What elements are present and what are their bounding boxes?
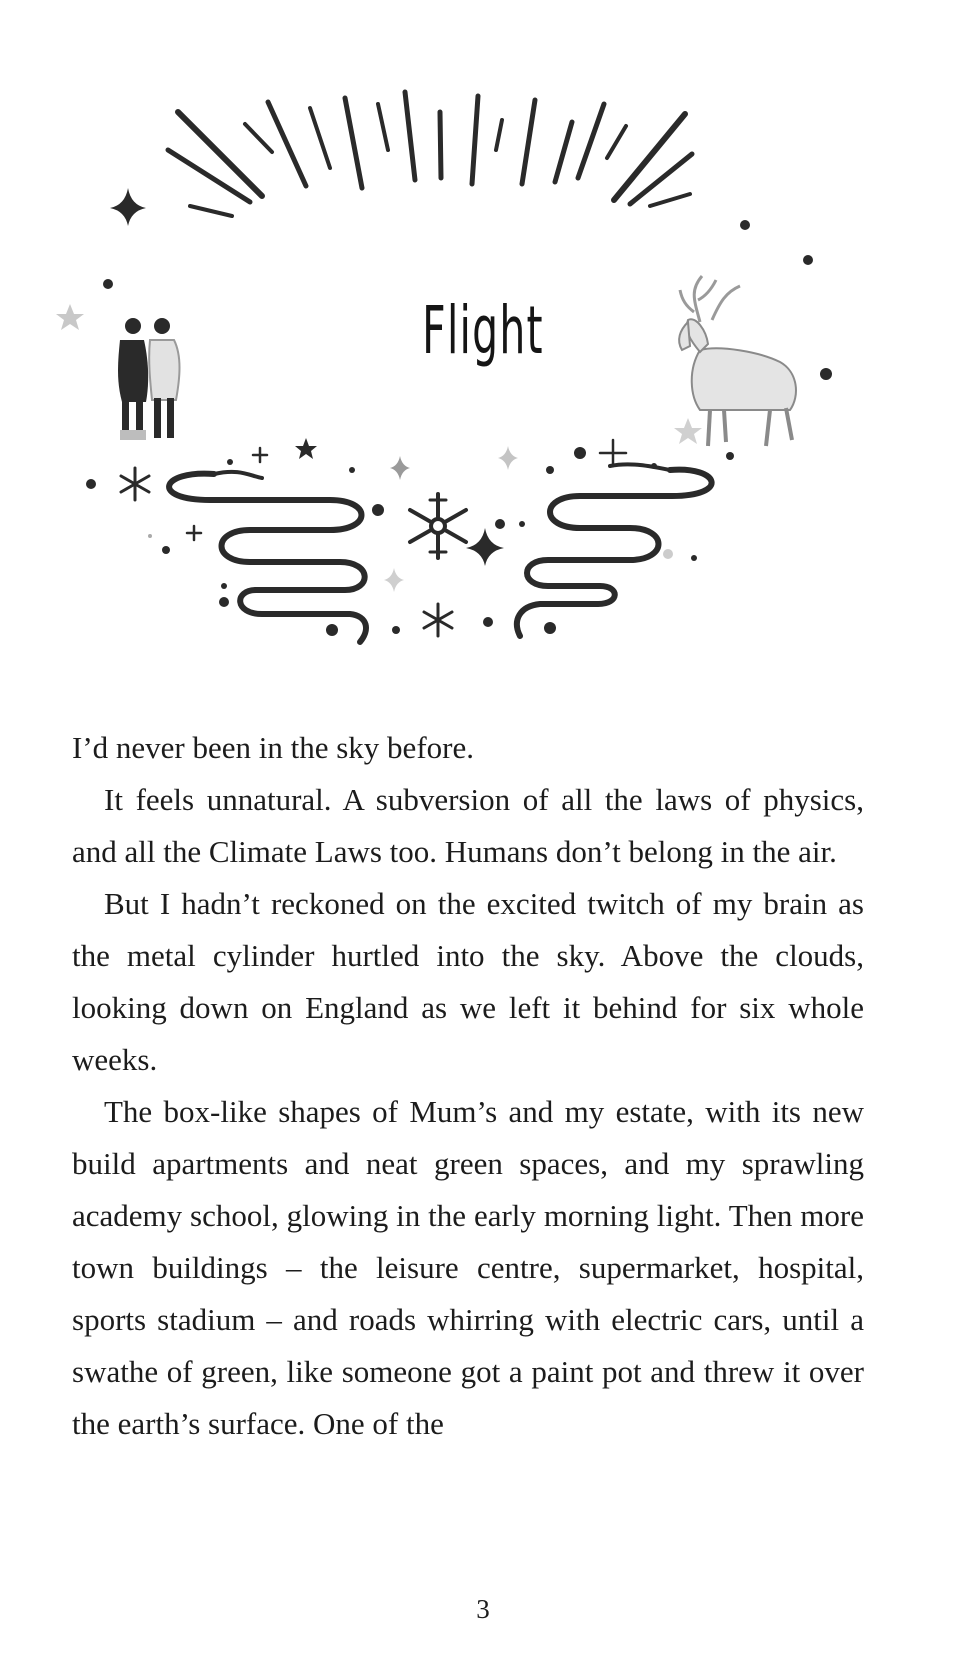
- paragraph: It feels unnatural. A subversion of all the laws of physics, and all the Climate Laws too. Humans don’t belong in the air.: [72, 782, 864, 869]
- paragraph: But I hadn’t reckoned on the excited twitch of my brain as the metal cylinder hurtled into the sky. Above the clouds, looking down on England as we left it behind for six whole weeks.: [72, 886, 864, 1077]
- sunburst-rays: [168, 92, 692, 216]
- two-girls-figure: [118, 318, 180, 440]
- paragraph: The box-like shapes of Mum’s and my estate, with its new build apartments and neat green spaces, and my sprawling academy school, glowing in the early morning light. Then more town buildings – the leisure centre, supermarket, hospital, sports stadium – and roads whirring with electric cars, until a swathe of green, like someone got a paint pot and threw it over the earth’s surface. One of the: [72, 1094, 864, 1441]
- decorative-dots: [86, 220, 832, 636]
- page-number: 3: [476, 1594, 490, 1624]
- snowflake-icon: [410, 494, 466, 558]
- chapter-title: Flight: [422, 292, 544, 369]
- paragraph: I’d never been in the sky before.: [72, 730, 474, 765]
- body-text: [72, 722, 864, 1450]
